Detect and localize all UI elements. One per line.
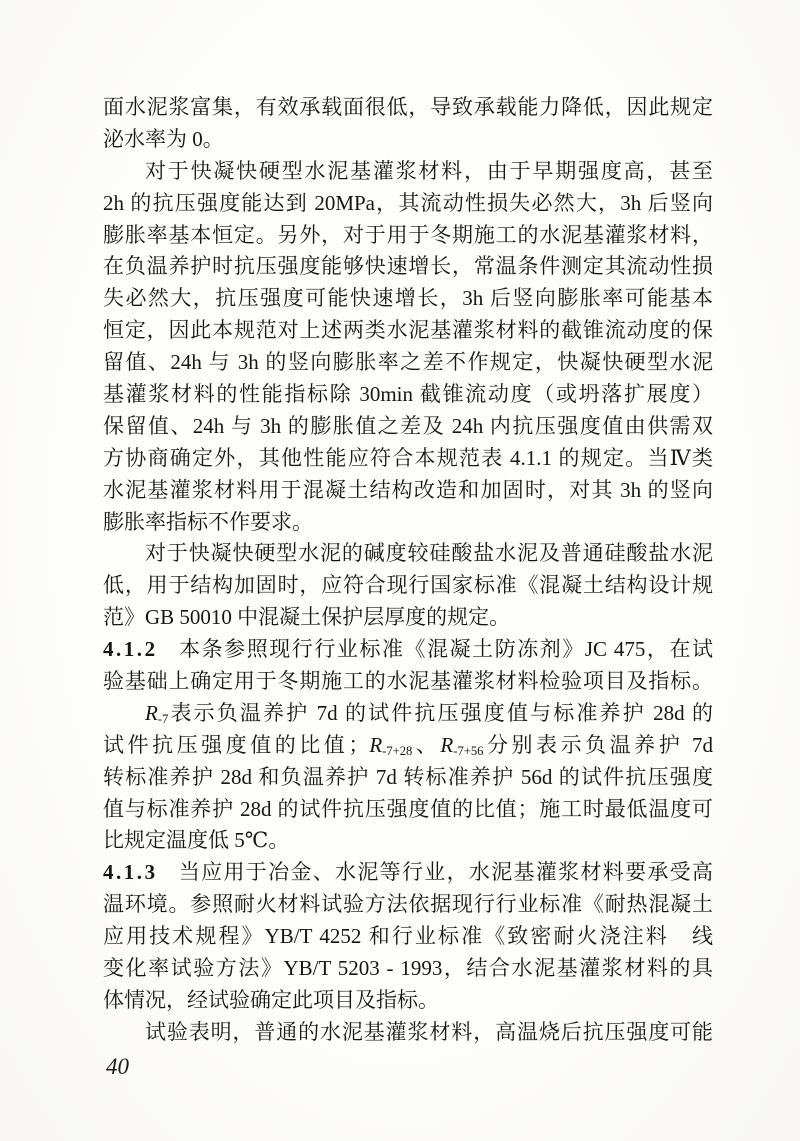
text-line: 方协商确定外，其他性能应符合本规范表 4.1.1 的规定。当Ⅳ类 bbox=[103, 445, 713, 470]
math-variable: $R_{-7+28}$ bbox=[369, 732, 413, 758]
text-line: 面水泥浆富集，有效承载面很低，导致承载能力降低，因此规定 bbox=[103, 95, 713, 119]
text-line: 留值、24h 与 3h 的竖向膨胀率之差不作规定，快凝快硬型水泥 bbox=[103, 350, 713, 375]
text-line: 体情况，经试验确定此项目及指标。 bbox=[103, 987, 439, 1012]
text-line: 试件抗压强度值的比值；$R_{-7+28}$、$R_{-7+56}$分别表示负温养护 7d bbox=[103, 732, 713, 758]
text-line: 保留值、24h 与 3h 的膨胀值之差及 24h 内抗压强度值由供需双 bbox=[103, 413, 713, 438]
text-line: 验基础上确定用于冬期施工的水泥基灌浆材料检验项目及指标。 bbox=[103, 669, 713, 694]
clause-number: 4.1.2 bbox=[103, 637, 158, 662]
text-line: 温环境。参照耐火材料试验方法依据现行行业标准《耐热混凝土 bbox=[103, 892, 713, 917]
text-line: 试验表明，普通的水泥基灌浆材料，高温烧后抗压强度可能 bbox=[145, 1019, 713, 1044]
text-line: 对于快凝快硬型水泥的碱度较硅酸盐水泥及普通硅酸盐水泥 bbox=[145, 541, 713, 566]
body-text bbox=[103, 92, 713, 1049]
text-line: 对于快凝快硬型水泥基灌浆材料，由于早期强度高，甚至 bbox=[145, 158, 713, 183]
text-line: 在负温养护时抗压强度能够快速增长，常温条件测定其流动性损 bbox=[103, 254, 713, 279]
text-line: 应用技术规程》YB/T 4252 和行业标准《致密耐火浇注料 线 bbox=[103, 924, 713, 949]
text-line: 比规定温度低 5℃。 bbox=[103, 828, 290, 853]
text-line: 膨胀率指标不作要求。 bbox=[103, 509, 313, 534]
text-line: 转标准养护 28d 和负温养护 7d 转标准养护 56d 的试件抗压强度 bbox=[103, 764, 713, 789]
text-line: 膨胀率基本恒定。另外，对于用于冬期施工的水泥基灌浆材料， bbox=[103, 222, 713, 247]
text-line: 低，用于结构加固时，应符合现行国家标准《混凝土结构设计规 bbox=[103, 573, 713, 598]
math-variable: $R_{-7}$ bbox=[145, 700, 169, 726]
text-line: $R_{-7}$表示负温养护 7d 的试件抗压强度值与标准养护 28d 的 bbox=[145, 700, 713, 726]
clause-line: 4.1.3 当应用于冶金、水泥等行业，水泥基灌浆材料要承受高 bbox=[103, 860, 713, 885]
text-line: 基灌浆材料的性能指标除 30min 截锥流动度（或坍落扩展度） bbox=[103, 382, 713, 407]
clause-number: 4.1.3 bbox=[103, 860, 158, 885]
text-line: 泌水率为 0。 bbox=[103, 126, 224, 151]
clause-line: 4.1.2 本条参照现行行业标准《混凝土防冻剂》JC 475，在试 bbox=[103, 637, 713, 662]
page-number: 40 bbox=[106, 1054, 129, 1079]
text-line: 水泥基灌浆材料用于混凝土结构改造和加固时，对其 3h 的竖向 bbox=[103, 477, 713, 502]
text-line: 值与标准养护 28d 的试件抗压强度值的比值；施工时最低温度可 bbox=[103, 796, 713, 821]
text-line: 范》GB 50010 中混凝土保护层厚度的规定。 bbox=[103, 605, 511, 630]
text-line: 变化率试验方法》YB/T 5203 - 1993，结合水泥基灌浆材料的具 bbox=[103, 956, 713, 981]
math-variable: $R_{-7+56}$ bbox=[440, 732, 484, 758]
text-line: 2h 的抗压强度能达到 20MPa，其流动性损失必然大，3h 后竖向 bbox=[103, 190, 713, 215]
text-line: 失必然大，抗压强度可能快速增长，3h 后竖向膨胀率可能基本 bbox=[103, 286, 713, 311]
text-line: 恒定，因此本规范对上述两类水泥基灌浆材料的截锥流动度的保 bbox=[103, 318, 713, 343]
